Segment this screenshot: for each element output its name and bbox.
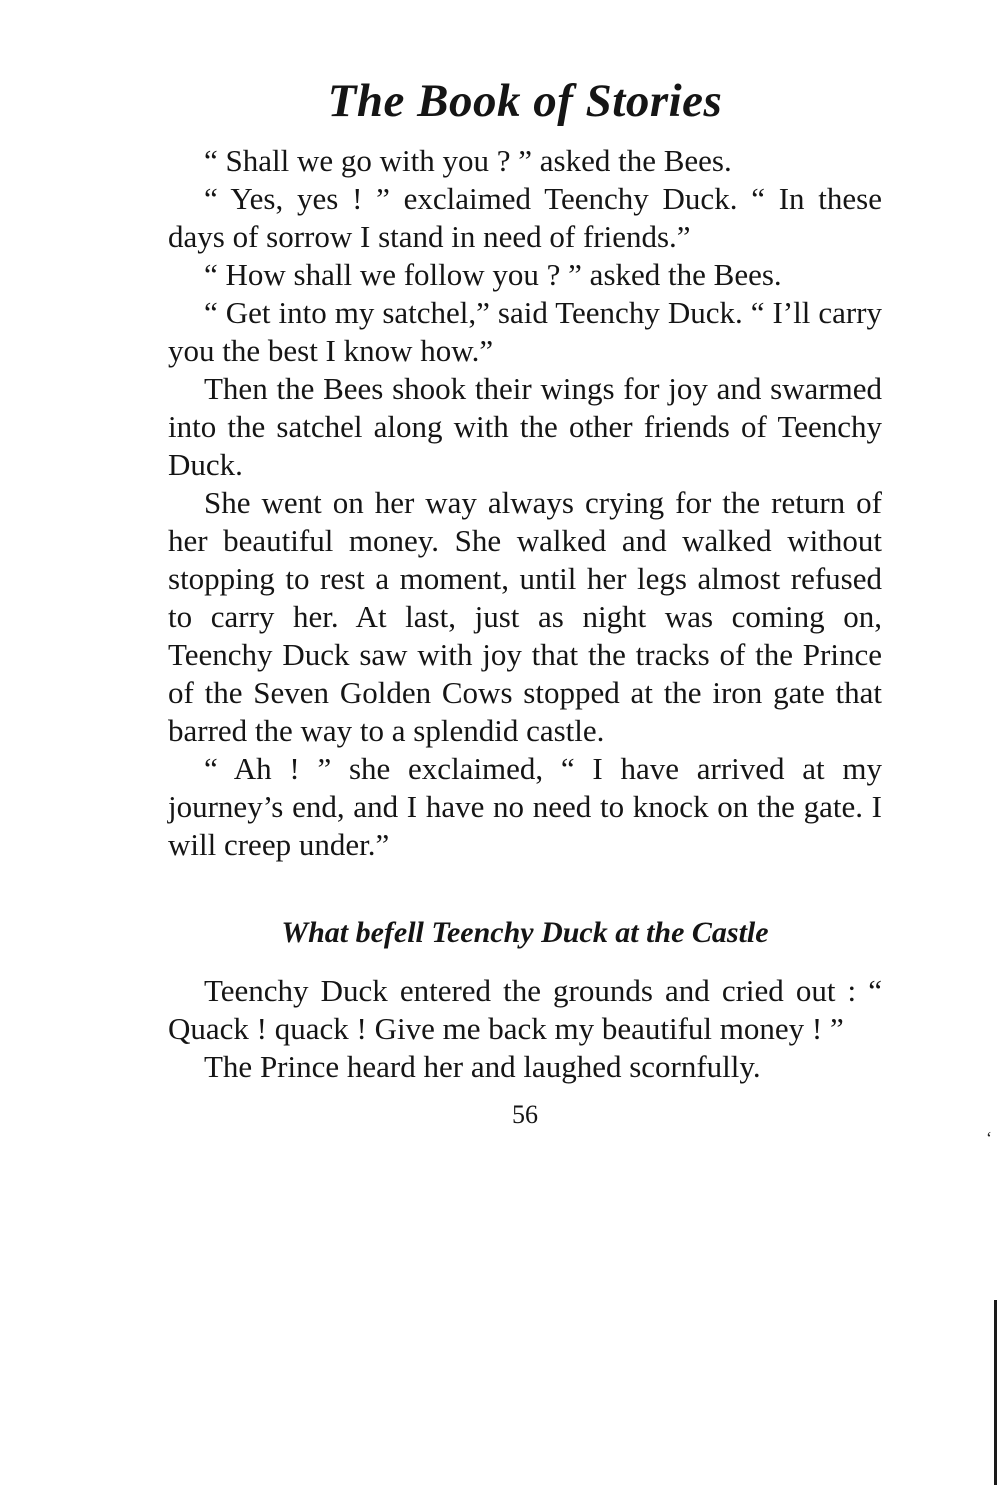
paragraph: She went on her way always crying for the return of her beautiful money. She walked and walked without stopping to rest a moment, until her legs almost refused to carry her. At last, just as night was coming on, Teenchy Duck saw with joy that the tracks of the Prince of the Seven Golden Cows stopped at the iron gate that barred the way to a splendid castle. <box>168 485 882 748</box>
paragraph: “ Get into my satchel,” said Teenchy Duck. “ I’ll carry you the best I know how.” <box>168 295 882 368</box>
paragraph: “ How shall we follow you ? ” asked the Bees. <box>204 257 782 292</box>
text-block-2 <box>168 972 882 1086</box>
running-head: The Book of Stories <box>327 75 723 127</box>
page-edge-divider <box>994 1300 997 1485</box>
paragraph: Then the Bees shook their wings for joy and swarmed into the satchel along with the other friends of Teenchy Duck. <box>168 371 882 482</box>
paragraph: “ Ah ! ” she exclaimed, “ I have arrived at my journey’s end, and I have no need to knock on the gate. I will creep under.” <box>168 751 882 862</box>
page-number: 56 <box>512 1100 538 1129</box>
text-block-1 <box>168 142 882 864</box>
margin-mark: ‘ <box>986 1128 992 1148</box>
paragraph: “ Yes, yes ! ” exclaimed Teenchy Duck. “ In these days of sorrow I stand in need of friends.” <box>168 181 882 254</box>
paragraph: “ Shall we go with you ? ” asked the Bees. <box>204 143 732 178</box>
paragraph: The Prince heard her and laughed scornfully. <box>204 1049 761 1084</box>
paragraph: Teenchy Duck entered the grounds and cried out : “ Quack ! quack ! Give me back my beautiful money ! ” <box>168 973 882 1046</box>
book-page <box>168 70 882 1130</box>
section-heading: What befell Teenchy Duck at the Castle <box>281 916 769 949</box>
